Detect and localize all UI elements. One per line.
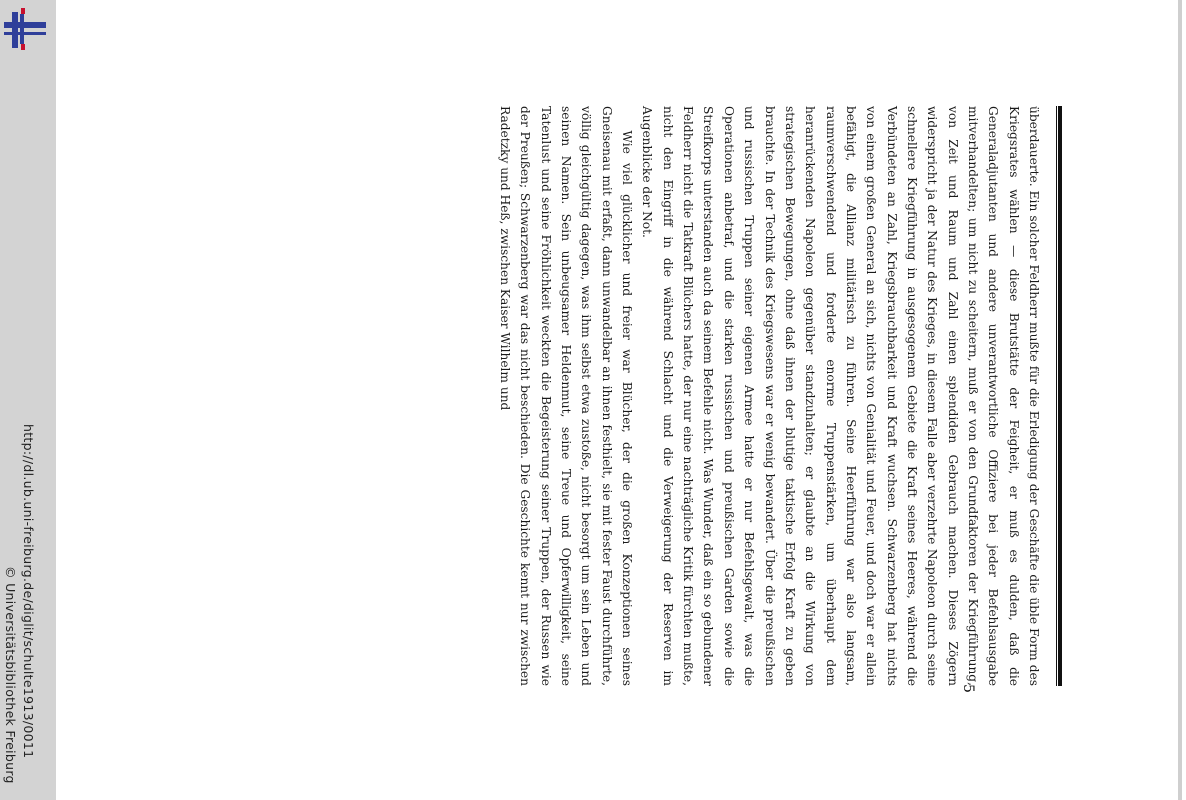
header-rule	[1056, 106, 1062, 686]
paragraph: überdauerte. Ein solcher Feldherr mußte für die Erledigung der Geschäfte die üble Form des Kriegsrates wählen — diese Brutstätte der Feigheit, er muß es dulden, daß die Generaladjutanten und andere unverantwortliche Offiziere bei jeder Befehlsausgabe mitverhandelten; um nicht zu scheitern, muß er von den Grundfaktoren der Kriegführung, von Zeit und Raum und Zahl einen splendiden Gebrauch machen. Dieses Zögern widerspricht ja der Natur des Krieges, in diesem Falle aber verzehrte Napoleon durch seine schnellere Kriegführung in ausgesogenem Gebiete die Kraft seines Heeres, während die Verbündeten an Zahl, Kriegsbrauchbarkeit und Kraft wuchsen. Schwarzenberg hat nichts von einem großen General an sich, nichts von Genialität und Feuer, und doch war er allein befähigt, die Allianz militärisch zu führen. Seine Heerführung war also langsam, raumverschwendend und forderte enorme Truppenstärken, um überhaupt dem heranrückenden Napoleon gegenüber standzuhalten; er glaubte an die Wirkung von strategischen Bewegungen, ohne daß ihnen der blutige taktische Erfolg Kraft zu geben brauchte. In der Technik des Kriegswesens war er wenig bewandert. Über die preußischen und russischen Truppen seiner eigenen Armee hatte er nur Befehlsgewalt, was die Operationen anbetraf, und die starken russischen und preußischen Garden sowie die Streifkorps unterstanden auch da seinem Befehle nicht. Was Wunder, daß ein so gebundener Feldherr nicht die Tatkraft Blüchers hatte, der nur eine nachträgliche Kritik fürchten mußte, nicht den Eingriff in die während Schlacht und die Verweigerung der Reserven im Augenblicke der Not.	[640, 106, 1041, 686]
page-number: 5	[960, 684, 976, 693]
sidebar	[0, 0, 56, 800]
paragraph: Wie viel glücklicher und freier war Blücher, der die großen Konzeptionen seines Gneisenau mit erfaßt, dann unwandelbar an ihnen festhielt, sie mit fester Faust durchführte, völlig gleichgültig dagegen, was ihm selbst etwa zustoße, nicht besorgt um sein Leben und seinen Namen. Sein unbeugsamer Heldenmut, seine Treue und Opferwilligkeit, seine Tatenlust und seine Fröhlichkeit weckten die Begeisterung seiner Truppen, der Russen wie der Preußen; Schwarzenberg war das nicht beschieden. Die Geschichte kennt nur zwischen Radetzky und Heß, zwischen Kaiser Wilhelm und	[498, 106, 635, 686]
ub-freiburg-logo-icon[interactable]	[4, 8, 46, 50]
body-text	[495, 106, 1044, 686]
copyright-notice: © Universitätsbibliothek Freiburg	[3, 566, 18, 784]
rotated-text-block	[262, 106, 1062, 686]
source-url-link[interactable]: http://dl.ub.uni-freiburg.de/diglit/schulte1913/0011	[21, 424, 36, 759]
page-edge-divider	[1178, 0, 1182, 800]
